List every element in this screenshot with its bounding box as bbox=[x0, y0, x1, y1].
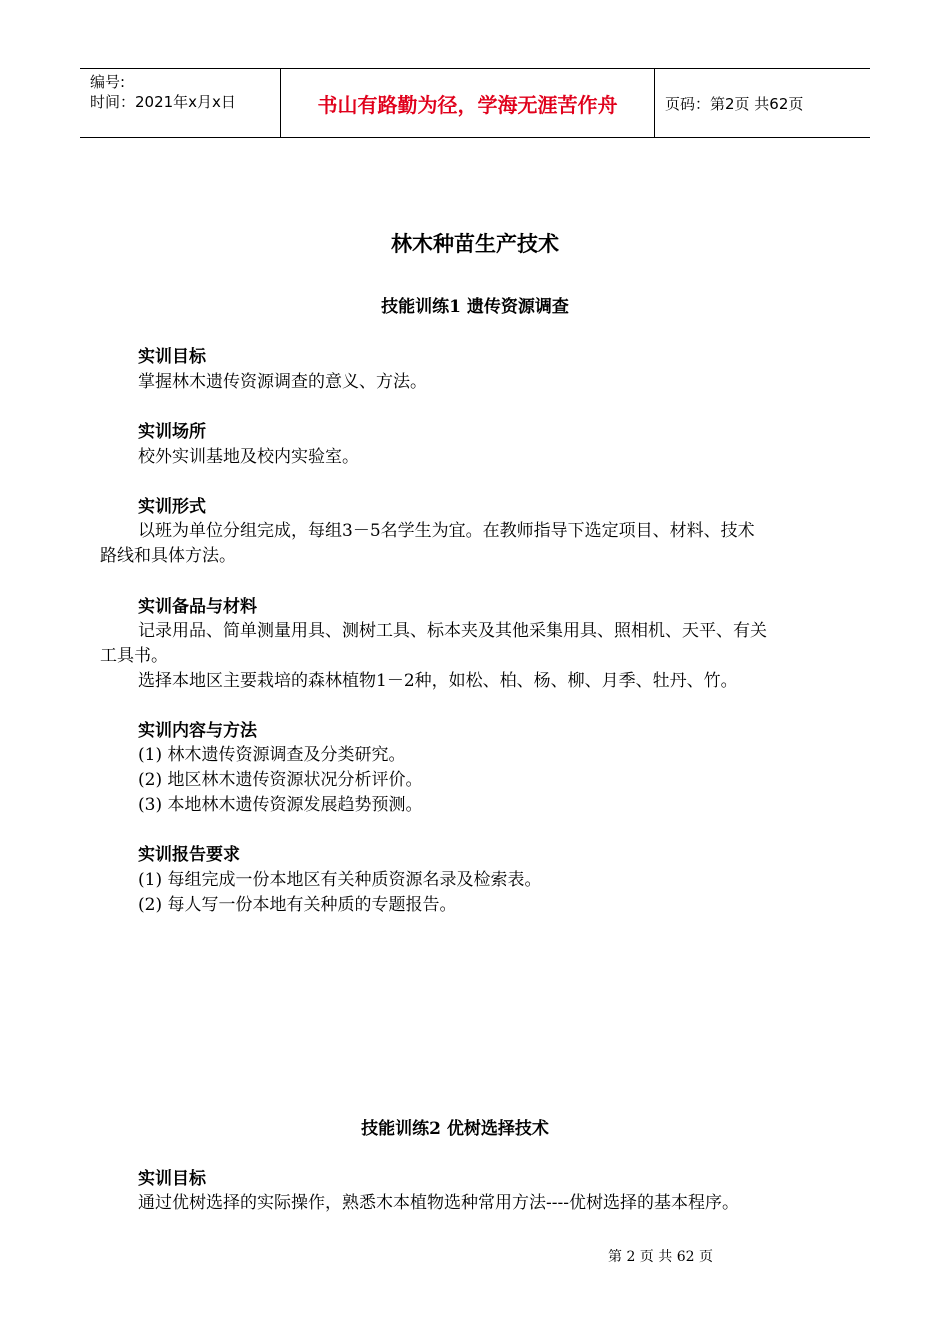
number-label: 编号: bbox=[90, 73, 126, 91]
document-title: 林木种苗生产技术 bbox=[391, 232, 559, 256]
list-item: (1) 每组完成一份本地区有关种质资源名录及检索表。 bbox=[138, 870, 542, 890]
list-item: (2) 地区林木遗传资源状况分析评价。 bbox=[138, 770, 423, 790]
list-item: (3) 本地林木遗传资源发展趋势预测。 bbox=[138, 795, 423, 815]
training2-heading: 技能训练2 优树选择技术 bbox=[361, 1119, 549, 1139]
list-item: (2) 每人写一份本地有关种质的专题报告。 bbox=[138, 895, 457, 915]
page-footer: 第 2 页 共 62 页 bbox=[608, 1249, 713, 1265]
training1-form-line1: 以班为单位分组完成，每组3－5名学生为宜。在教师指导下选定项目、材料、技术 bbox=[138, 521, 755, 541]
training2-goal-text: 通过优树选择的实际操作，熟悉木本植物选种常用方法----优树选择的基本程序。 bbox=[138, 1193, 739, 1213]
training1-form-line2: 路线和具体方法。 bbox=[100, 546, 236, 566]
list-item: (1) 林木遗传资源调查及分类研究。 bbox=[138, 745, 406, 765]
header-motto: 书山有路勤为径，学海无涯苦作舟 bbox=[281, 69, 655, 137]
training1-materials-line1: 记录用品、简单测量用具、测树工具、标本夹及其他采集用具、照相机、天平、有关 bbox=[138, 621, 767, 641]
training1-heading: 技能训练1 遗传资源调查 bbox=[381, 297, 569, 317]
header-page-info: 页码：第2页 共62页 bbox=[665, 94, 804, 113]
training1-report-heading: 实训报告要求 bbox=[138, 845, 240, 865]
training2-goal-heading: 实训目标 bbox=[138, 1169, 206, 1189]
training1-content-heading: 实训内容与方法 bbox=[138, 721, 257, 741]
header-meta bbox=[80, 69, 281, 137]
training1-materials-line3: 选择本地区主要栽培的森林植物1－2种，如松、柏、杨、柳、月季、牡丹、竹。 bbox=[138, 671, 738, 691]
training1-materials-line2: 工具书。 bbox=[100, 646, 168, 666]
training1-place-heading: 实训场所 bbox=[138, 422, 206, 442]
date-label: 时间：2021年x月x日 bbox=[90, 93, 236, 111]
training1-form-heading: 实训形式 bbox=[138, 497, 206, 517]
header-table bbox=[80, 68, 870, 138]
training1-goal-text: 掌握林木遗传资源调查的意义、方法。 bbox=[138, 372, 427, 392]
training1-goal-heading: 实训目标 bbox=[138, 347, 206, 367]
training1-place-text: 校外实训基地及校内实验室。 bbox=[138, 447, 359, 467]
training1-materials-heading: 实训备品与材料 bbox=[138, 597, 257, 617]
